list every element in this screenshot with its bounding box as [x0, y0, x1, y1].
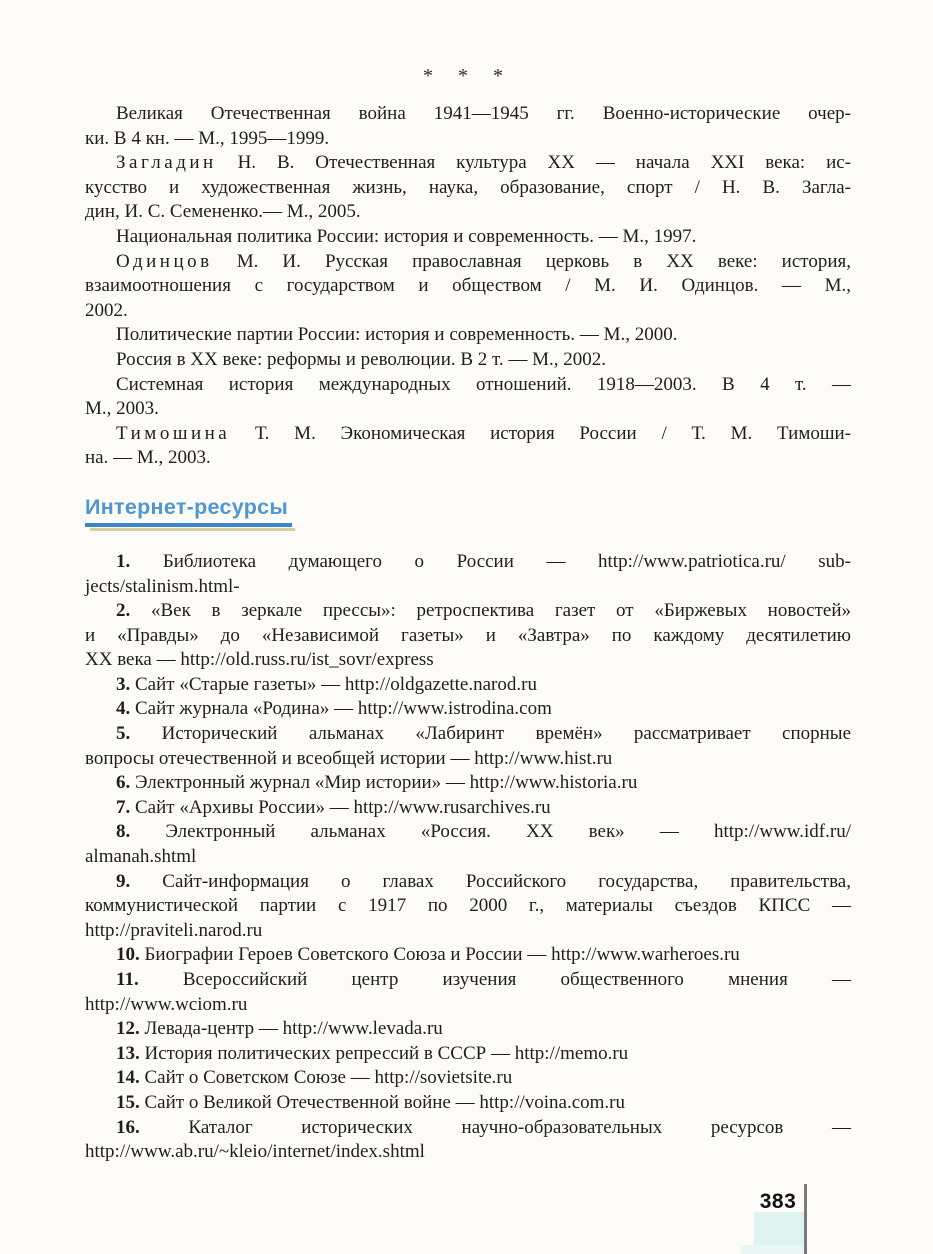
resource-item: [85, 673, 851, 698]
text-line: Национальная политика России: история и современность. — М., 1997.: [116, 225, 697, 247]
resource-item: [85, 771, 851, 796]
text-line: XX века — http://old.russ.ru/ist_sovr/express: [85, 649, 434, 671]
footer-vertical-rule: [804, 1184, 807, 1254]
text-line: Великая Отечественная война 1941—1945 гг. Военно-исторические очер-: [116, 103, 851, 124]
bibliography-entry: [85, 151, 851, 225]
bibliography-entry: [85, 373, 851, 422]
resource-item: [85, 1042, 851, 1067]
text-line: Одинцов М. И. Русская православная церковь в XX веке: история,: [116, 250, 851, 272]
item-number: 16.: [116, 1116, 140, 1138]
text-line: 12. Левада-центр — http://www.levada.ru: [116, 1018, 443, 1040]
item-number: 1.: [116, 550, 131, 572]
item-number: 12.: [116, 1018, 140, 1040]
text-line: 2. «Век в зеркале прессы»: ретроспектива газет от «Биржевых новостей»: [116, 600, 851, 622]
internet-resources-list: [85, 550, 851, 1165]
text-line: http://praviteli.narod.ru: [85, 919, 263, 941]
text-line: на. — М., 2003.: [85, 447, 211, 469]
text-line: http://www.wciom.ru: [85, 993, 248, 1015]
text-line: 2002.: [85, 299, 128, 321]
text-line: 14. Сайт о Советском Союзе — http://sovietsite.ru: [116, 1067, 513, 1089]
bibliography-list: [85, 102, 851, 471]
text-line: jects/stalinism.html-: [85, 575, 240, 597]
item-number: 6.: [116, 772, 131, 794]
resource-item: [85, 599, 851, 673]
item-number: 3.: [116, 673, 131, 695]
resource-item: [85, 1091, 851, 1116]
heading-wrap: [85, 495, 851, 535]
item-number: 9.: [116, 870, 131, 892]
item-number: 14.: [116, 1067, 140, 1089]
text-line: М., 2003.: [85, 398, 159, 420]
item-number: 13.: [116, 1042, 140, 1064]
text-line: 1. Библиотека думающего о России — http://www.patriotica.ru/ sub-: [116, 550, 851, 572]
item-number: 7.: [116, 796, 131, 818]
bibliography-entry: [85, 225, 851, 250]
text-line: 10. Биографии Героев Советского Союза и России — http://www.warheroes.ru: [116, 944, 740, 966]
author-surname: Тимошина: [116, 422, 231, 444]
page-number: 383: [759, 1190, 797, 1213]
text-line: 16. Каталог исторических научно-образовательных ресурсов —: [116, 1116, 851, 1138]
resource-item: [85, 820, 851, 869]
text-line: и «Правды» до «Независимой газеты» и «Завтра» по каждому десятилетию: [85, 624, 851, 646]
resource-item: [85, 1116, 851, 1165]
text-line: 11. Всероссийский центр изучения общественного мнения —: [116, 969, 851, 990]
bibliography-entry: [85, 102, 851, 151]
resource-item: [85, 550, 851, 599]
resource-item: [85, 968, 851, 1017]
item-number: 8.: [116, 821, 131, 843]
bibliography-entry: [85, 323, 851, 348]
resource-item: [85, 943, 851, 968]
resource-item: [85, 1017, 851, 1042]
resource-item: [85, 722, 851, 771]
text-line: Тимошина Т. М. Экономическая история России / Т. М. Тимоши-: [116, 422, 851, 444]
item-number: 4.: [116, 698, 131, 720]
resource-item: [85, 1066, 851, 1091]
text-line: 5. Исторический альманах «Лабиринт времён» рассматривает спорные: [116, 723, 851, 745]
item-number: 5.: [116, 723, 131, 745]
text-line: 3. Сайт «Старые газеты» — http://oldgazette.narod.ru: [116, 673, 537, 695]
text-line: вопросы отечественной и всеобщей истории — http://www.hist.ru: [85, 747, 613, 769]
internet-resources-heading: Интернет-ресурсы: [85, 495, 292, 527]
resource-item: [85, 870, 851, 944]
footer-accent-block-lower: [741, 1245, 804, 1254]
bibliography-entry: [85, 422, 851, 471]
text-line: 4. Сайт журнала «Родина» — http://www.istrodina.com: [116, 698, 552, 720]
text-line: коммунистической партии с 1917 по 2000 г., материалы съездов КПСС —: [85, 895, 851, 917]
text-line: кусство и художественная жизнь, наука, образование, спорт / Н. В. Загла-: [85, 176, 851, 198]
text-line: 6. Электронный журнал «Мир истории» — http://www.historia.ru: [116, 772, 638, 794]
page-content: [85, 0, 851, 1165]
text-line: дин, И. С. Семененко.— М., 2005.: [85, 201, 361, 223]
text-line: 13. История политических репрессий в СССР — http://memo.ru: [116, 1042, 629, 1064]
bibliography-entry: [85, 250, 851, 324]
item-number: 11.: [116, 969, 139, 990]
text-line: Загладин Н. В. Отечественная культура XX — начала XXI века: ис-: [116, 152, 851, 174]
text-line: 9. Сайт-информация о главах Российского государства, правительства,: [116, 870, 851, 892]
text-line: 7. Сайт «Архивы России» — http://www.rusarchives.ru: [116, 796, 551, 818]
author-surname: Загладин: [116, 152, 217, 174]
author-surname: Одинцов: [116, 250, 213, 272]
item-number: 2.: [116, 600, 131, 622]
text-line: Политические партии России: история и современность. — М., 2000.: [116, 324, 678, 346]
text-line: 15. Сайт о Великой Отечественной войне — http://voina.com.ru: [116, 1091, 626, 1113]
text-line: http://www.ab.ru/~kleio/internet/index.shtml: [85, 1141, 425, 1163]
item-number: 10.: [116, 944, 140, 966]
resource-item: [85, 796, 851, 821]
resource-item: [85, 697, 851, 722]
text-line: 8. Электронный альманах «Россия. XX век» — http://www.idf.ru/: [116, 821, 851, 843]
text-line: Россия в XX веке: реформы и революции. В 2 т. — М., 2002.: [116, 348, 607, 370]
bibliography-entry: [85, 348, 851, 373]
text-line: Системная история международных отношений. 1918—2003. В 4 т. —: [116, 373, 851, 395]
text-line: almanah.shtml: [85, 846, 197, 868]
item-number: 15.: [116, 1091, 140, 1113]
text-line: взаимоотношения с государством и обществом / М. И. Одинцов. — М.,: [85, 275, 851, 297]
text-line: ки. В 4 кн. — М., 1995—1999.: [85, 127, 330, 149]
section-divider-ornament: * * *: [423, 65, 513, 87]
